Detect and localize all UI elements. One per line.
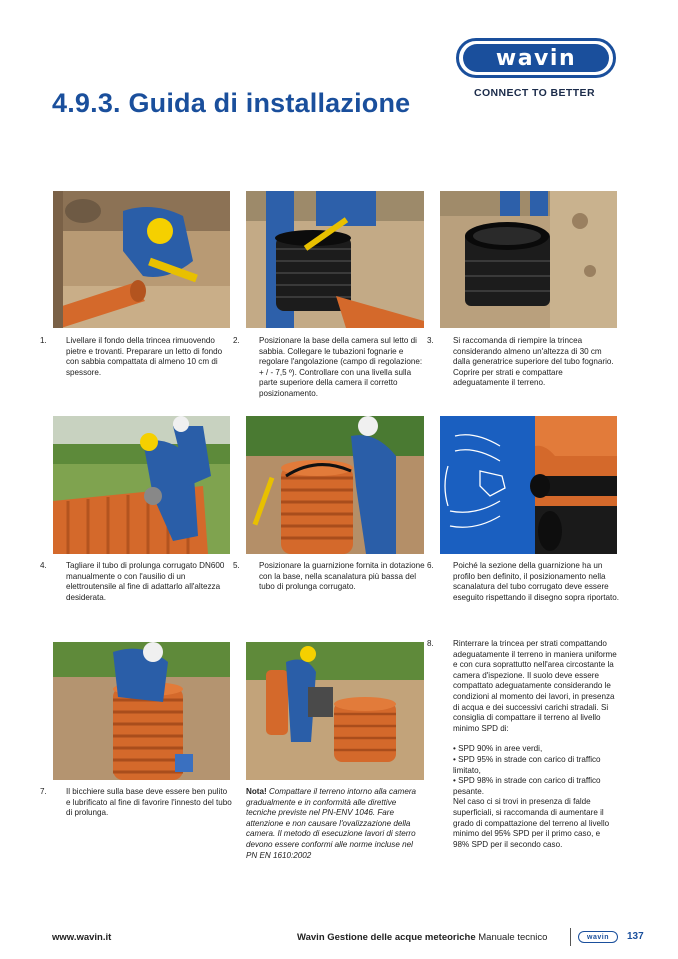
caption-step-7	[40, 787, 233, 819]
footer-wavin-logo	[578, 931, 618, 943]
footer-document-title	[297, 932, 547, 943]
step-number: 6.	[427, 561, 434, 570]
step-8-intro: Rinterrare la trincea per strati compattando adeguatamente il terreno in maniera uniforme e con cura soprattutto nell'area circostante la camera d'ispezione. Il suolo deve essere compattato adeguatamente considerando le condizioni al momento dei lavori, in presenza di acqua e dei successivi carichi stradali. Si consiglia di compattare il terreno al livello minimo SPD di:	[453, 639, 617, 733]
photo-step-note	[246, 642, 424, 780]
installation-note	[246, 787, 426, 861]
photo-step-1	[53, 191, 230, 328]
spd-item: • SPD 90% in aree verdi,	[453, 744, 543, 754]
step-text: Tagliare il tubo di prolunga corrugato DN600 manualmente o con l'ausilio di un elettroutensile al fine di adattarlo all'altezza desiderata.	[66, 561, 225, 602]
step-number: 5.	[233, 561, 240, 570]
photo-step-4	[53, 416, 230, 554]
step-text: Il bicchiere sulla base deve essere ben pulito e lubrificato al fine di favorire l'innesto del tubo di prolunga.	[66, 787, 232, 818]
footer-divider	[570, 928, 571, 946]
step-number: 8.	[427, 639, 434, 648]
step-text: Si raccomanda di riempire la trincea considerando almeno un'altezza di 30 cm dalla generatrice superiore del tubo fognario. Coprire per strati e compattare adeguatamente il terreno.	[453, 336, 614, 388]
caption-step-4	[40, 561, 233, 603]
caption-step-2	[233, 336, 426, 400]
step-text: Posizionare la base della camera sul letto di sabbia. Collegare le tubazioni fognarie e regolare l'angolazione (campo di regolazione: + / - 7,5 º). Controllare con una livella sulla parte superiore della camera il corretto posizionamento.	[259, 336, 423, 398]
step-number: 2.	[233, 336, 240, 345]
page-title: 4.9.3. Guida di installazione	[52, 88, 411, 118]
page-number: 137	[627, 931, 644, 942]
wavin-logo	[456, 38, 616, 78]
caption-step-5	[233, 561, 426, 593]
step-8-outro: Nel caso ci si trovi in presenza di falde superficiali, si raccomanda di aumentare il grado di compattazione del terreno al livello minimo del 95% SPD per il primo caso, e 98% SPD per il secondo caso.	[453, 797, 610, 849]
photo-step-5	[246, 416, 424, 554]
step-number: 3.	[427, 336, 434, 345]
caption-step-6	[427, 561, 620, 603]
step-text: Livellare il fondo della trincea rimuovendo pietre e trovanti. Preparare un letto di fondo con sabbia compattata di almeno 10 cm di spessore.	[66, 336, 223, 377]
photo-step-2	[246, 191, 424, 328]
step-text: Posizionare la guarnizione fornita in dotazione con la base, nella scanalatura più bassa del tubo di prolunga corrugato.	[259, 561, 425, 592]
photo-step-7	[53, 642, 230, 780]
caption-step-1	[40, 336, 233, 378]
photo-step-3	[440, 191, 617, 328]
step-text: Poiché la sezione della guarnizione ha un profilo ben definito, il posizionamento nella scanalatura del tubo corrugato deve essere eseguito rispettando il disegno sopra riportato.	[453, 561, 620, 602]
tagline: CONNECT TO BETTER	[474, 87, 595, 99]
step-number: 4.	[40, 561, 47, 570]
note-label: Nota!	[246, 787, 267, 796]
photo-step-6	[440, 416, 617, 554]
step-number: 1.	[40, 336, 47, 345]
caption-step-3	[427, 336, 620, 389]
footer-logo-text: wavin	[587, 933, 609, 941]
note-text: Compattare il terreno intorno alla camera gradualmente e in conformità alle direttive tecniche previste nel PN-ENV 1046. Fare attenzione e non causare l'ovalizzazione della camera. Il metodo di esecuzione lavori di sterro devono essere conformi alle norme incluse nel PN EN 1610:2002	[246, 787, 417, 860]
footer-website: www.wavin.it	[52, 932, 112, 943]
spd-item: • SPD 95% in strade con carico di traffico limitato,	[453, 754, 601, 775]
wavin-logo-text: wavin	[463, 44, 609, 72]
spd-item: • SPD 98% in strade con carico di traffico pesante.	[453, 776, 601, 796]
spd-list	[440, 744, 618, 850]
caption-step-8	[427, 639, 618, 850]
footer-title-rest: Manuale tecnico	[475, 932, 548, 943]
step-number: 7.	[40, 787, 47, 796]
footer-title-bold: Wavin Gestione delle acque meteoriche	[297, 932, 476, 943]
